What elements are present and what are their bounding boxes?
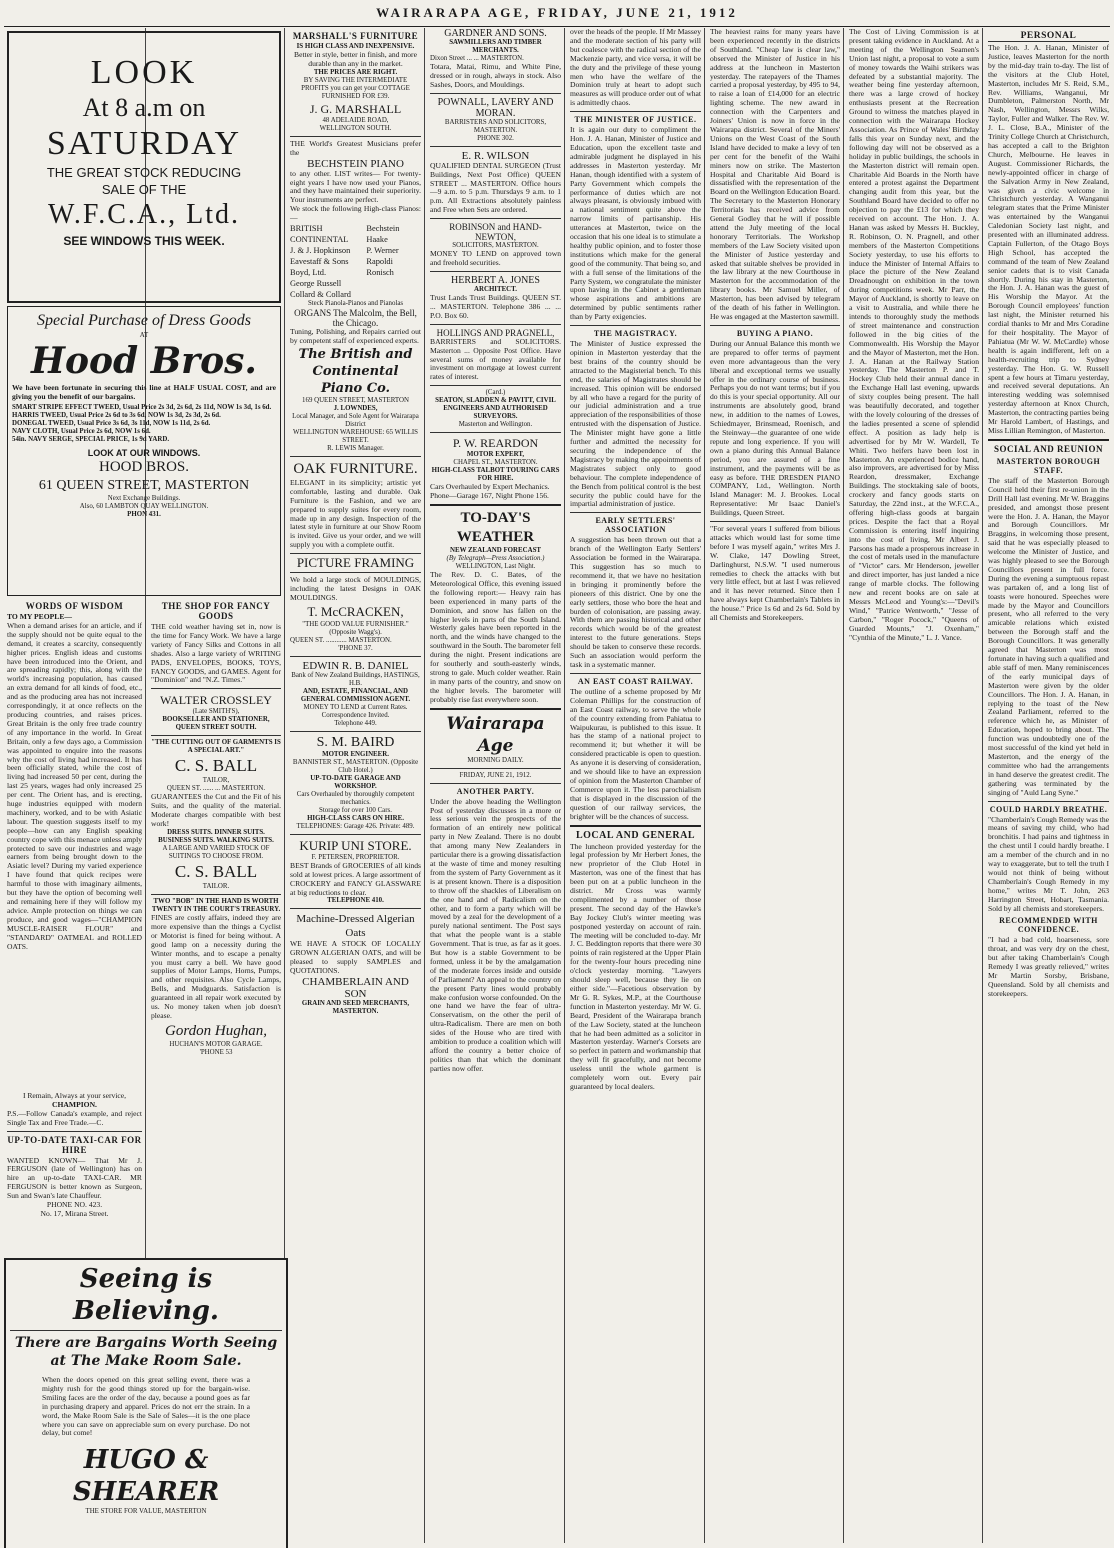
hood-bros-advert bbox=[7, 306, 281, 596]
british-continental: The British and Continental Piano Co. bbox=[298, 346, 413, 396]
hood-caps: HOOD BROS. bbox=[98, 458, 189, 475]
forecast-heading: NEW ZEALAND FORECAST bbox=[450, 547, 541, 555]
seaton-name: SEATON, SLADDEN & PAVITT, CIVIL ENGINEERS AND AUTHORISED SURVEYORS. bbox=[435, 397, 556, 421]
general-news: The Cost of Living Commission is at present taking evidence in Auckland. At a meeting of the Wellington Seamen's Union last night, a proposal to vote a sum of money towards the Waihi strikers was defeated by a substantial majority. The weather being fine yesterday afternoon, there was a large crowd of hockey enthusiasts present at the Recreation Ground to witness the matches played in connection with the Wairarapa Hockey Association. As Prince of Wales' Birthday falls this year on Sunday next, and the following day will not be observed as a holiday in public buildings, the schools in the Masterton district will remain open. Charitable Aid Boards in the North have entered a protest against the Department changing audit from this year, but the Southland Board have decided to offer no objection to pay the £13 for which they received on account. The Hon. J. A. Hanan was asked by Messrs H. Buckley, R. Robinson, O. N. Pragnell, and other members of the Masterton Competitions Society yesterday, to use his efforts to induce the Minister of Internal Affairs to place the picture of the New Zealand Dreadnought on exhibition in the town during competitions week. Mr Parr, the Mayor of Auckland, is shortly to leave on a visit to Australia, and while there he intends to thoroughly study the methods of street maintenance and construction followed in the big cities of the Commonwealth. His Worship the Mayor and the Mayor of Masterton, met the Hon. J. A. Hanan at the Railway Station yesterday. The Masterton P. and T. Hockey Club held their annual dance in the Exchange Hall last evening, upwards of sixty couples being present. The hall was beautifully decorated, and together with the lovely colouring of the dresses of the ladies presented a scene of splendid effect. A position as lady help is advertised for by Mr W. Wardell, Te Whiti. Two heifers have been lost in Masterton. An experienced bodice hand, also improvers, are advertised for by Miss Reardon, dressmaker, Exchange Buildings. The stocktaking sale of boots, crockery and fancy goods starts on Saturday, the 22nd inst., at the W.F.C.A., offering high-class goods at bargain prices. Despite the fact that a Royal Commission is entering itself inquiring into the cost of living, Mr Albert J. Parsons has made a prosperous increase in the cost of metals used in the manufacture of "Victor" cars. Mr Henderson, jeweller and direct importer, has just landed a nice range of marble clocks. The following new and recent books are on sale at Messrs McLeod and Young's:—"Devil's Wind," "Patrice Wentworth," "Jesse of Carbon," "Roger Pocock," "Queens of Guarded Mounts," "J. Oxenham," "Cynthia of the Minute," L. J. Vance. bbox=[849, 28, 979, 642]
wisdom-heading: WORDS OF WISDOM bbox=[25, 601, 124, 611]
column-rule bbox=[704, 28, 705, 1543]
gardner-name: GARDNER AND SONS. bbox=[444, 28, 547, 39]
staff-heading: MASTERTON BOROUGH STAFF. bbox=[996, 456, 1101, 475]
settlers-body: A suggestion has been thrown out that a branch of the Wellington Early Settlers' Association be formed in the Wairarapa. This suggestion has so much to recommend it, that we have no hesitation in bringing it prominently before the pioneers of this district. One by one the early settlers, those who bore the heat and burden of colonisation, are passing away. With them are passing historical and other records which would be of the greatest interest to the future generations. Steps should be taken to conserve these records. Such an association would perform the task in a systematic manner. bbox=[570, 535, 701, 669]
tweed-item: DONEGAL TWEED, Usual Price 3s 6d, 3s 11d, NOW 1s 11d, 2s 6d. bbox=[12, 419, 211, 427]
reardon-street: CHAPEL ST., MASTERTON. bbox=[453, 459, 538, 467]
piano-list bbox=[290, 223, 421, 300]
tweed-list bbox=[12, 404, 276, 444]
column-6 bbox=[707, 28, 843, 1543]
staff-body: The staff of the Masterton Borough Council held their first re-union in the Drill Hall last evening. Mr W. Braggins presided, and amongst those present were the Hon. J. A. Hanan, the Mayor and Borough Councillors. Mr Braggins, in welcoming those present, said that he was especially pleased to welcome the Minister of Justice, and was highly pleased to see the Borough Councillors present in full force. During the evening a sumptuous repast was partaken of, and a long list of toasts were honoured. Speeches were made by the Mayor and Councillors present, who all referred to the very amicable relations which existed between the Borough staff and the Borough Councillors. It was generally agreed that Masterton was most fortunate in having such a qualified and able staff of men. Many reminiscences of the early municipal days of Masterton were given by the older Councillors. The Hon. J. A. Hanan, in replying to the toast of the New Zealand Parliament, referred to the reference which he, as Minister of Education, hoped to bring about. The function was undoubtedly one of the most successful of the kind yet held in Masterton, and the energy of the committee who had the arrangements in hand deserve the greatest credit. The gathering was terminated by the singing of "Auld Lang Syne." bbox=[988, 475, 1109, 797]
talbot-heading: HIGH-CLASS TALBOT TOURING CARS FOR HIRE. bbox=[431, 467, 560, 483]
kurip-name: KURIP UNI STORE. bbox=[299, 837, 412, 853]
day-heading: SATURDAY bbox=[46, 125, 242, 162]
algerian-heading: Machine-Dressed Algerian Oats bbox=[296, 913, 415, 940]
saving: BY SAVING THE INTERMEDIATE PROFITS you can get your COTTAGE FURNISHED FOR £39. bbox=[301, 76, 410, 100]
another-party-heading: ANOTHER PARTY. bbox=[456, 786, 535, 796]
justice-heading: THE MINISTER OF JUSTICE. bbox=[574, 115, 697, 125]
crossley-late: (Late SMITH'S), bbox=[192, 708, 240, 716]
herbert-body: Trust Lands Trust Buildings. QUEEN ST. ... MASTERTON. Telephone 386 ... ... P.O. Box 60. bbox=[430, 292, 561, 320]
ball-name: C. S. BALL bbox=[174, 756, 258, 776]
lowndes: J. LOWNDES, bbox=[333, 404, 378, 412]
baird-telephones: TELEPHONES: Garage 426. Private: 489. bbox=[296, 822, 415, 830]
wellington-dateline: WELLINGTON, Last Night. bbox=[455, 563, 536, 571]
organs: ORGANS The Malcolm, the Bell, the Chicago. bbox=[294, 308, 417, 329]
taxi-phone: PHONE NO. 423. bbox=[46, 1200, 103, 1210]
mccracken-street: QUEEN ST. ............ MASTERTON. bbox=[290, 636, 392, 644]
cutting-slogan: "THE CUTTING OUT OF GARMENTS IS A SPECIAL ART." bbox=[151, 739, 281, 755]
baird-garage: UP-TO-DATE GARAGE AND WORKSHOP. bbox=[310, 774, 401, 790]
marshall-address: 48 ADELAIDE ROAD, bbox=[322, 116, 389, 124]
seeing-heading: Seeing is Believing. bbox=[73, 1264, 219, 1326]
breathe-heading: COULD HARDLY BREATHE. bbox=[989, 804, 1108, 814]
wisdom-ps: P.S.—Follow Canada's example, and reject Single Tax and Free Trade.—C. bbox=[7, 1108, 142, 1127]
pianola: Steck Pianola-Pianos and Pianolas bbox=[307, 300, 404, 308]
gardner-sub: SAWMILLERS AND TIMBER MERCHANTS. bbox=[449, 39, 542, 54]
recommended-heading: RECOMMENDED WITH CONFIDENCE. bbox=[999, 916, 1098, 935]
kurip-telephone: TELEPHONE 410. bbox=[327, 897, 384, 905]
hugo-sub: THE STORE FOR VALUE, MASTERTON bbox=[85, 1508, 207, 1516]
gordon-name: Gordon Hughan, bbox=[165, 1022, 267, 1039]
masthead-rule bbox=[4, 26, 1110, 27]
moran-phone: PHONE 302. bbox=[477, 134, 514, 142]
piano-item: Eavestaff & Sons bbox=[290, 257, 349, 267]
daniel-trade: AND, ESTATE, FINANCIAL, AND GENERAL COMMISSION AGENT. bbox=[300, 687, 411, 703]
by-telegraph: (By Telegraph—Press Association.) bbox=[446, 555, 545, 563]
chamberlain-name: CHAMBERLAIN AND SON bbox=[302, 976, 409, 1001]
look-windows: LOOK AT OUR WINDOWS. bbox=[87, 447, 201, 458]
weather-body: The Rev. D. C. Bates, of the Meteorological Office, this evening issued the following report:— Heavy rain has been experienced in many parts of the Dominion, and snow has fallen on the higher levels in parts of the South Island. Westerly gales have been reported in the north, and the winds have changed to the southward in the South. The barometer fell during the night. Present indications are for southerly and south-easterly winds, strong to gale. Much colder weather. Rain in many parts of the country, and snow on the higher levels. The barometer will probably rise fast everywhere soon. bbox=[430, 570, 561, 704]
wfca-advert bbox=[7, 31, 281, 303]
piano-item: Collard & Collard bbox=[290, 290, 351, 300]
piano-item: Haake bbox=[366, 235, 388, 245]
ball-name-2: C. S. BALL bbox=[174, 861, 258, 881]
hollings-name: HOLLINGS AND PRAGNELL, bbox=[436, 327, 555, 338]
marshall-name: J. G. MARSHALL bbox=[309, 101, 402, 116]
gordon-phone: 'PHONE 53 bbox=[199, 1048, 233, 1056]
column-rule bbox=[424, 28, 425, 1543]
bargains-heading: There are Bargains Worth Seeing at The Make Room Sale. bbox=[14, 1335, 278, 1369]
hollings-body: BARRISTERS and SOLICITORS. Masterton ... Opposite Post Office. Have several sums of money available for investment on mortgage at lowest current rates of interest. bbox=[430, 336, 561, 382]
algerian-body: WE HAVE A STOCK OF LOCALLY GROWN ALGERIAN OATS, and will be pleased to supply SAMPLES and QUOTATIONS. bbox=[290, 939, 421, 976]
column-3 bbox=[287, 28, 424, 1543]
tuning: Tuning, Polishing, and Repairs carried out by competent staff of experienced experts. bbox=[290, 327, 421, 345]
stock-intro: We stock the following High-class Pianos:— bbox=[290, 204, 421, 223]
hood-phone: PHON 431. bbox=[127, 510, 161, 518]
piano-item: Bechstein bbox=[366, 224, 400, 234]
bechstein-intro: THE World's Greatest Musicians prefer the bbox=[290, 138, 421, 157]
column-4 bbox=[427, 28, 564, 1543]
local-body: The luncheon provided yesterday for the legal profession by Mr Herbert Jones, the new proprietor of the Club Hotel in Masterton, was one of the finest that has been put on at a public luncheon in the district. Mr Cross was warmly complimented by a number of those present. The second day of the Hawke's Bay Jockey Club's winter meeting was postponed yesterday on account of rain. The meeting will be concluded to-day. Mr J. C. Beddington reports that there were 30 points of rain registered at the Upper Plain for the twenty-four hours preceding nine o'clock yesterday morning. "Lawyers should sleep well, because they lie on either side."—Facetious observation by Mr G. R. Sykes, M.P., at the Courthouse function in Masterton yesterday. Mr W. G. Beard, President of the Wairarapa branch of the Law Society, stated at the luncheon that he had been admitted as a solicitor in Masterton yesterday. Warner's Corsets are so perfect in pattern and workmanship that they will fit gracefully, and not become useless until the whole garment is completely worn out. Every pair guaranteed by local dealers. bbox=[570, 841, 701, 1091]
baird-name: S. M. BAIRD bbox=[316, 734, 395, 750]
taxi-address: No. 17, Mirana Street. bbox=[40, 1208, 109, 1218]
prices-right: THE PRICES ARE RIGHT. bbox=[313, 68, 398, 76]
reardon-name: P. W. REARDON bbox=[452, 436, 539, 451]
news-items: The heaviest rains for many years have been experienced recently in the districts of Southland. "Cheap law is clear law," observed the Minister of Justice in his address at the luncheon in Masterton yesterday. The ratepayers of the Thames carried a proposal yesterday, by 495 to 94, to raise a loan of £14,000 for an electric lighting scheme. The new award in connection with the Carpenters and Joiners' Union is now in force in the Wairarapa district. Several of the Miners' Unions on the West Coast of the South Island have decided to make a levy of ten per cent for the benefit of the Waihi miners now on strike. The Masterton Hospital and Charitable Aid Board is dissatisfied with the representation of the Board on the Wellington Education Board. The Secretary to the Masterton Honorary Territorials has received advice from General Godley that he will if possible attend the July meeting of the local honorary Territorials. The Workshop members of the Law Society visited upon the Minister of Justice yesterday and asked that suitable shelves be provided in the law library at the new Courthouse in Masterton for the accommodation of the library books. Mr Samuel Miller, of Masterton, has been advised by telegram of the death of his father in Wellington. He was engaged at the Masterton sawmill. bbox=[710, 28, 840, 321]
picture-framing: PICTURE FRAMING bbox=[290, 553, 421, 573]
wisdom-body: When a demand arises for an article, and if the supply should not be quite equal to the demand, it creates a scarcity, consequently higher prices. English ideas and customs have been introduced into the Orient, and are spreading rapidly; this, along with the world's increasing population, has caused an extra demand for all kinds of food, etc., and as the producing area has not increased correspondingly, it at once reflects on the producing countries, and raises prices. Great Britain is the only free trade country of any importance in the world. In Great Britain, only a few days ago, a Commission was appointed to enquire into the reasons why the cost of living had increased. It has been officially stated, while the cost of living had increased 50 per cent, during the last 25 years, wages had only increased 25 per cent. The Orient has, and is erecting, huge industries equipped with modern machinery, worked, and to be with Asiatic labour. The question suggests itself to my people—how can any English speaking country cope with this menace unless amply protected to save our industries and wage earners from being brought down to the Asiatic level? During my varied experience I have found that quick recipes were harmful to those with imaginary ailments, but they have the option of becoming well and remaining here if they will follow my advice. Ample protection on things we can produce, and good wages—"CHAMPION MUSCLE-RAISER FLOUR" and "STANDARD" OATMEAL and ROLLED OATS. bbox=[7, 621, 142, 951]
talbot-phone: Phone—Garage 167, Night Phone 156. bbox=[430, 491, 549, 501]
seeing-body: When the doors opened on this great selling event, there was a mighty rush for the good things stored up for the bargain-wise. Smiling faces are the order of the day, because a pound goes as far in purchasing drapery and apparel. Prices do not err the strain. In a word, the Make Room Sale is the Sale of Sales—it is the one place where you can save on appreciable sum on every purchase. Do not delay, but come! bbox=[42, 1375, 250, 1438]
seaton-card: (Card.) bbox=[485, 389, 506, 397]
paper-title: Wairarapa Age bbox=[446, 713, 545, 756]
paper-date: FRIDAY, JUNE 21, 1912. bbox=[459, 771, 532, 779]
magistracy-body: The Minister of Justice expressed the opinion in Masterton yesterday that the best brains of the country should be attracted to the Magisterial bench. To this end, the salaries of Magistrates should be increased. This opinion will be endorsed by all who have a regard for the purity of our judicial administration and a true appreciation of the responsibilities of those entrusted with the dispensation of Justice. The Minister might have gone a little further and admitted the necessity for securing the independence of the Magistracy by making the appointments of Magistrates subject only to good behaviour. The complete independence of the Bench from political control is the best security the public could have for the impartial administration of justice. bbox=[570, 339, 701, 509]
daniel-sub: Bank of New Zealand Buildings, HASTINGS, H.B. bbox=[291, 671, 420, 687]
tweed-item: NAVY CLOTH, Usual Price 2s 6d, NOW 1s 6d. bbox=[12, 427, 151, 435]
lowndes-sub: Local Manager, and Sole Agent for Wairarapa District bbox=[292, 412, 419, 428]
piano-item: Rapoldi bbox=[366, 257, 393, 267]
special-purchase: Special Purchase of Dress Goods bbox=[37, 312, 251, 329]
fines-body: FINES are costly affairs, indeed they are more expensive than the things a Cyclist or Motorist is fined for being without. A good lamp on a necessity during the Winter months, and to escape a penalty you must carry a bell. We have good supplies of Motor Lamps, Horns, Pumps, and other requisites. Also Cycle Lamps, Bells, and Mudguards. Satisfaction is guaranteed in all repair work executed by us. No money taken when job doesn't please. bbox=[151, 912, 281, 1020]
bilious-advert: "For several years I suffered from bilious attacks which would last for some time before I was myself again," writes Mrs J. W. Clake, 147 Dowling Street, Darlinghurst, N.S.W. "I used numerous remedies to check the attacks with but very little effect, but at last I was relieved and it has never returned. Since then I have always kept Chamberlain's Tablets in the house." Price 1s 6d and 2s 6d. Sold by all Chemists and Storekeepers. bbox=[710, 524, 840, 623]
crossley-trade: BOOKSELLER AND STATIONER, QUEEN STREET SOUTH. bbox=[162, 716, 270, 732]
architect: ARCHITECT. bbox=[474, 285, 517, 293]
look-heading: LOOK bbox=[90, 54, 198, 91]
ball-street: QUEEN ST. ...... ... MASTERTON. bbox=[166, 785, 266, 793]
robinson-sub: SOLICITORS, MASTERTON. bbox=[452, 242, 539, 250]
oak-heading: OAK FURNITURE. bbox=[293, 460, 418, 477]
masthead: WAIRARAPA AGE, FRIDAY, JUNE 21, 1912 bbox=[376, 5, 738, 20]
marshall-body: Better in style, better in finish, and more durable than any in the market. bbox=[294, 50, 417, 68]
also-lambton: Also, 60 LAMBTON QUAY WELLINGTON. bbox=[79, 502, 209, 510]
taxi-heading: UP-TO-DATE TAXI-CAR FOR HIRE bbox=[7, 1134, 142, 1155]
ball-tailor: TAILOR, bbox=[202, 777, 230, 785]
settlers-heading: EARLY SETTLERS' ASSOCIATION bbox=[595, 516, 676, 535]
magistracy-heading: THE MAGISTRACY. bbox=[593, 329, 678, 339]
baird-hire: HIGH-CLASS CARS ON HIRE. bbox=[307, 814, 404, 822]
baird-overhauled: Cars Overhauled by thoroughly competent mechanics. bbox=[296, 790, 415, 806]
wisdom-signature: CHAMPION. bbox=[52, 1099, 97, 1109]
column-rule bbox=[982, 28, 983, 1543]
railway-heading: AN EAST COAST RAILWAY. bbox=[577, 676, 694, 686]
baird-sub: MOTOR ENGINEER. bbox=[322, 750, 389, 758]
ball-tailor-2: TAILOR. bbox=[202, 882, 230, 890]
mccracken-sub: "THE GOOD VALUE FURNISHER." bbox=[302, 620, 409, 628]
wisdom-salutation: TO MY PEOPLE— bbox=[7, 612, 72, 621]
piano-heading: BUYING A PIANO. bbox=[736, 328, 814, 338]
daniel-money: MONEY TO LEND at Current Rates. bbox=[303, 703, 408, 711]
paper-sub: MORNING DAILY. bbox=[467, 756, 524, 764]
personal-heading: PERSONAL bbox=[988, 31, 1109, 42]
tweed-item: 54in. NAVY SERGE, SPECIAL PRICE, 1s 9d YARD. bbox=[12, 435, 170, 443]
column-7 bbox=[846, 28, 982, 1543]
piano-item: Ronisch bbox=[366, 268, 394, 278]
baird-street: BANNISTER ST., MASTERTON. (Opposite Club Hotel.) bbox=[292, 758, 419, 774]
editorial-continued: over the heads of the people. If Mr Massey and the moderate section of his party will but coalesce with the radical section of the Mackenzie party, and vice versa, it will be the duty and the privilege of these young men who have the welfare of the Dominion truly at heart to adopt such measures as will produce order out of what is admittedly chaos. bbox=[570, 28, 701, 108]
two-bob-slogan: TWO "BOB" IN THE HAND IS WORTH TWENTY IN THE COURT'S TREASURY. bbox=[151, 897, 281, 913]
daniel-name: EDWIN R. B. DANIEL bbox=[302, 659, 409, 672]
taxi-body: WANTED KNOWN— That Mr J. FERGUSON (late of Wellington) has on hire an up-to-date TAXI-CAR. MR FERGUSON is better known as Surgeon, Sun and Swan's late Chauffeur. bbox=[7, 1155, 142, 1201]
ball-body: GUARANTEES the Cut and the Fit of his Suits, and the quality of the material. Moderate charges compatible with best work! bbox=[151, 792, 281, 829]
gardner-body: Totara, Matai, Rimu, and White Pine, dressed or in rough, always in stock. Also Sashes, Doors, and Mouldings. bbox=[430, 62, 561, 89]
bechstein-name: BECHSTEIN PIANO bbox=[307, 157, 404, 170]
column-rule bbox=[564, 28, 565, 1543]
hood-intro: We have been fortunate in securing this line at HALF USUAL COST, and are giving you the benefit of our bargains. bbox=[12, 383, 276, 401]
hugo-name: HUGO & SHEARER bbox=[72, 1445, 220, 1508]
picture-body: We hold a large stock of MOULDINGS, including the latest Designs in OAK MOULDINGS. bbox=[290, 575, 421, 602]
breathe-body: "Chamberlain's Cough Remedy was the means of saving my child, who had bronchitis. I had pains and tightness in the chest until I could hardly breathe. I am a member of the church and in no way to exaggerate, but to tell the truth I would not think of being without Chamberlain's Cough Remedy in my home," writes Mr T. John, 263 Harrington Street, Hobart, Tasmania. Sold by all chemists and storekeepers. bbox=[988, 814, 1109, 913]
tweed-item: SMART STRIPE EFFECT TWEED, Usual Price 2s 3d, 2s 6d, 2s 11d, NOW 1s 3d, 1s 6d. bbox=[12, 403, 272, 411]
oak-body: ELEGANT in its simplicity; artistic yet comfortable, lasting and durable. Oak Furniture is the Fashion, and we are prepared to supply suites for every room, made up in any design. Inspection of the latest style in furniture at our Show Room is invited. Give us your order, and we will supply you with a complete outfit. bbox=[290, 477, 421, 550]
ball-varied: A LARGE AND VARIED STOCK OF SUITINGS TO CHOOSE FROM. bbox=[162, 844, 270, 860]
baird-storage: Storage for over 100 Cars. bbox=[319, 806, 392, 814]
piano-item: P. Werner bbox=[366, 246, 399, 256]
column-5 bbox=[567, 28, 704, 1543]
piano-item: BRITISH CONTINENTAL bbox=[290, 224, 349, 245]
personal-body: The Hon. J. A. Hanan, Minister of Justice, leaves Masterton for the north by the mid-day train to-day. The list of the visitors at the Club Hotel, Masterton, includes Mr S. Reid, S.M., Rev. Williams, Wanganui, Mr Dumbleton, Palmerston North, Mr Nash, Wellington, Messrs Wilks, Taylor, Fuller and Walker. The Rev. W. J. L. Close, B.A., Minister of the Trinity College Church at Christchurch, has accepted a call to the Brighton Church, Melbourne. He leaves in August. Commissioner Richards, the newly-appointed officer in charge of the Salvation Army in New Zealand, was given a civic welcome in Christchurch yesterday. A Wanganui telegram states that the Prime Minister was entertained by the Wanganui Caledonian Society last night, and presented with an illuminated address. Captain Fullerton, of the Otago Boys High School, has accepted the command of the team of New Zealand senior cadets that is to visit Canada shortly. During his stay in Masterton, the Hon. J. A. Hanan was the guest of His Worship the Mayor. At the Borough Council employees' function last night, the Minister returned his cordial thanks to Mr and Mrs Coradine for their hospitality. The Mayor of Pahiatua (Mr W. W. McCardle) whose health is again indifferent, left on a health-recruiting trip to Sydney yesterday. The Hon. G. W. Russell spent a few hours at Timaru yesterday, and received several deputations. An interesting wedding was solemnised yesterday afternoon at Knox Church, Masterton, the contracting parties being Mr Harold Lambert, of Hastings, and Miss Lillian Remington, of Masterton. bbox=[988, 43, 1109, 435]
wisdom-remain: I Remain, Always at your service, bbox=[22, 1090, 127, 1100]
lewis: R. LEWIS Manager. bbox=[327, 444, 384, 452]
reardon-sub: MOTOR EXPERT, bbox=[466, 451, 525, 459]
column-8 bbox=[985, 28, 1112, 1543]
another-party-body: Under the above heading the Wellington Post of yesterday discusses in a more or less serious vein the prospects of the formation of an entirely new political party in New Zealand. There is no doubt that among many New Zealanders in particular there is a growing dissatisfaction at the waste of time and money resulting from the system of Party Government as it is at present known. There is a disposition to throw off the shackles of Liberalism on the one hand and of Radicalism on the other, and to form a party which will be moved by a zeal for the development of a purely national sentiment. The Post says that what the people want is a stable Government. That is true, as far as it goes. But how is a stable Government to be formed, unless it be by the amalgamation of the moderate forces inside and outside of Parliament? An appeal to the country on the present Party lines would probably make confusion worse confounded. On the one hand we have the fear of ultra-Conservatism, on the other the peril of ultra-Radicalism. There are men on both sides of the House who are tired with ambition to produce a coalition which will afford the country a better choice of politics than that which the dominant parties now offer. bbox=[430, 796, 561, 1073]
at-label: AT bbox=[139, 332, 149, 339]
gardner-address: Dixon Street ... ... MASTERTON. bbox=[430, 55, 524, 62]
tweed-item: HARRIS TWEED, Usual Price 2s 6d to 3s 6d, NOW 1s 3d, 2s 3d, 2s 6d. bbox=[12, 411, 221, 419]
railway-body: The outline of a scheme proposed by Mr Coleman Phillips for the construction of an East Coast railway, to serve the whole of the country extending from Pahiatua to Waipukurau, is published to this issue. It has the stamp of a national project to recommend it; but whether it will be considered practicable is open to question. As anyone it is deserving of consideration, and we should like to have an expression of opinion from the Masterton Chamber of Commerce upon it. The less parochialism that is displayed in the discussion of the question of our railway services, the brighter will be the chances of success. bbox=[570, 686, 701, 821]
piano-item: Boyd, Ltd. bbox=[290, 268, 327, 278]
marshall-sub: IS HIGH CLASS AND INEXPENSIVE. bbox=[296, 43, 415, 50]
moran-sub: BARRISTERS AND SOLICITORS, MASTERTON. bbox=[444, 118, 547, 134]
wilson-name: E. R. WILSON bbox=[461, 149, 530, 162]
wilson-body: QUALIFIED DENTAL SURGEON (Trust Buildings, Next Post Office) QUEEN STREET ... MASTERTON. Office hours—9 a.m. to 5 p.m. Thursdays 9 a.m. to 1 p.m. All Extractions absolutely painless and Free when Sets are ordered. bbox=[430, 160, 561, 215]
marshall-heading: MARSHALL'S FURNITURE bbox=[292, 31, 419, 41]
warehouse: WELLINGTON WAREHOUSE: 65 WILLIS STREET. bbox=[293, 428, 418, 444]
british-address: 169 QUEEN STREET, MASTERTON bbox=[302, 396, 409, 404]
robinson-body: MONEY TO LEND on approved town and freehold securities. bbox=[430, 249, 561, 268]
gordon-sub: HUCHAN'S MOTOR GARAGE. bbox=[169, 1040, 263, 1048]
sale-line-2: SALE OF THE bbox=[101, 182, 187, 197]
chamberlain-sub: GRAIN AND SEED MERCHANTS, MASTERTON. bbox=[301, 1000, 410, 1016]
see-windows: SEE WINDOWS THIS WEEK. bbox=[63, 234, 225, 248]
sale-line-1: THE GREAT STOCK REDUCING bbox=[46, 165, 242, 180]
column-2-lower bbox=[148, 598, 284, 1248]
daniel-telephone: Telephone 449. bbox=[334, 719, 377, 727]
moran-name: POWNALL, LAVERY AND MORAN. bbox=[437, 96, 554, 119]
kurip-proprietor: F. PETERSEN, PROPRIETOR. bbox=[311, 853, 400, 861]
daniel-correspondence: Correspondence Invited. bbox=[321, 711, 390, 719]
robinson-name: ROBINSON and HAND-NEWTON, bbox=[449, 222, 542, 243]
column-rule bbox=[843, 28, 844, 1543]
weather-heading: TO-DAY'S WEATHER bbox=[456, 510, 535, 546]
fancy-body: THE cold weather having set in, now is the time for Fancy Work. We have a large variety of Fancy Silks and Cottons in all shades. Also a large variety of WRITING PADS, ENVELOPES, BOOKS, TOYS, FANCY GOODS, and GAMES. Agent for "Dominion" and "N.Z. Times." bbox=[151, 622, 281, 685]
marshall-city: WELLINGTON SOUTH. bbox=[319, 124, 392, 132]
wfca-hood-section bbox=[4, 28, 284, 598]
local-heading: LOCAL AND GENERAL bbox=[575, 829, 696, 841]
ball-suits: DRESS SUITS. DINNER SUITS. BUSINESS SUITS. WALKING SUITS. bbox=[158, 828, 274, 844]
recommended-body: "I had a bad cold, hoarseness, sore throat, and was very dry on the chest, but after taking Chamberlain's Cough Remedy I was greatly relieved," writes Mr Martin Sorsby, Brisbane, Queensland. Sold by all chemists and storekeepers. bbox=[988, 935, 1109, 998]
bechstein-body: to any other. LIST writes— For twenty-eight years I have now used your Pianos, and they have maintained their superiority. Your instruments are perfect. bbox=[290, 168, 421, 205]
seaton-sub: Masterton and Wellington. bbox=[458, 421, 533, 429]
piano-item: J. & J. Hopkinson bbox=[290, 246, 351, 256]
hugo-shearer-advert bbox=[4, 1258, 288, 1548]
mccracken-opp: (Opposite Wagg's). bbox=[329, 628, 382, 636]
firm-name: W.F.C.A., Ltd. bbox=[48, 199, 240, 230]
crossley-name: WALTER CROSSLEY bbox=[160, 693, 272, 708]
piano-body: During our Annual Balance this month we are prepared to offer terms of payment even more advantageous than the very liberal and exceptional terms we usually offer in the ordinary course of business. Perhaps you do not want terms; but if you do this is your special opportunity. All our instruments are absolutely good, brand new, in addition to the names of Lowes, Schiedmayer, Brinsmead, Roenisch, and the Steinway—the guarantee of one wide repute and long experience. If you will own a piano during this Annual Balance period, you are assured of a fine instrument, and the payments will be as easy as before. THE DRESDEN PIANO COMPANY, Ltd., Wellington. North Island Manager: M. J. Brookes. Local Representative: Mr Isaac Daniel's Buildings, Queen Street. bbox=[710, 338, 840, 518]
mccracken: T. McCRACKEN, bbox=[307, 603, 404, 619]
talbot-body: Cars Overhauled by Expert Mechanics. bbox=[430, 482, 550, 492]
social-heading: SOCIAL AND REUNION bbox=[993, 443, 1104, 454]
hood-address: 61 QUEEN STREET, MASTERTON bbox=[38, 477, 250, 493]
mccracken-phone: 'PHONE 37. bbox=[338, 644, 373, 652]
herbert-name: HERBERT A. JONES bbox=[451, 274, 540, 286]
fancy-heading: THE SHOP FOR FANCY GOODS bbox=[161, 601, 271, 621]
next-exchange: Next Exchange Buildings. bbox=[107, 494, 181, 502]
piano-item: George Russell bbox=[290, 279, 342, 289]
hood-logo: Hood Bros. bbox=[31, 340, 257, 382]
kurip-body: BEST Brands of GROCERIES of all kinds sold at lowest prices. A large assortment of CROCKERY and FANCY GLASSWARE at big reductions to clear. bbox=[290, 860, 421, 897]
justice-body: It is again our duty to compliment the Hon. J. A. Hanan, Minister of Justice and Education, upon the excellent taste and admirable judgment he displayed in his addresses in Masterton yesterday. Mr Hanan, though identified with a system of Party Government which compels the performance of duties which are not always pleasant, is obviously imbued with a national sentiment quite above the narrow limits of partisanship. His utterances at Masterton, twice on the occasion that his one ideal is to stimulate a healthy public opinion, and to foster those institutions which make for the general good of the community. That being so, and with a full sense of the limitations of the Party System, we congratulate the minister upon having in the Cabinet a gentleman whose aspirations and ambitions are determined by public sentiments rather than by Party exigencies. bbox=[570, 125, 701, 322]
time-heading: At 8 a.m on bbox=[82, 93, 206, 122]
